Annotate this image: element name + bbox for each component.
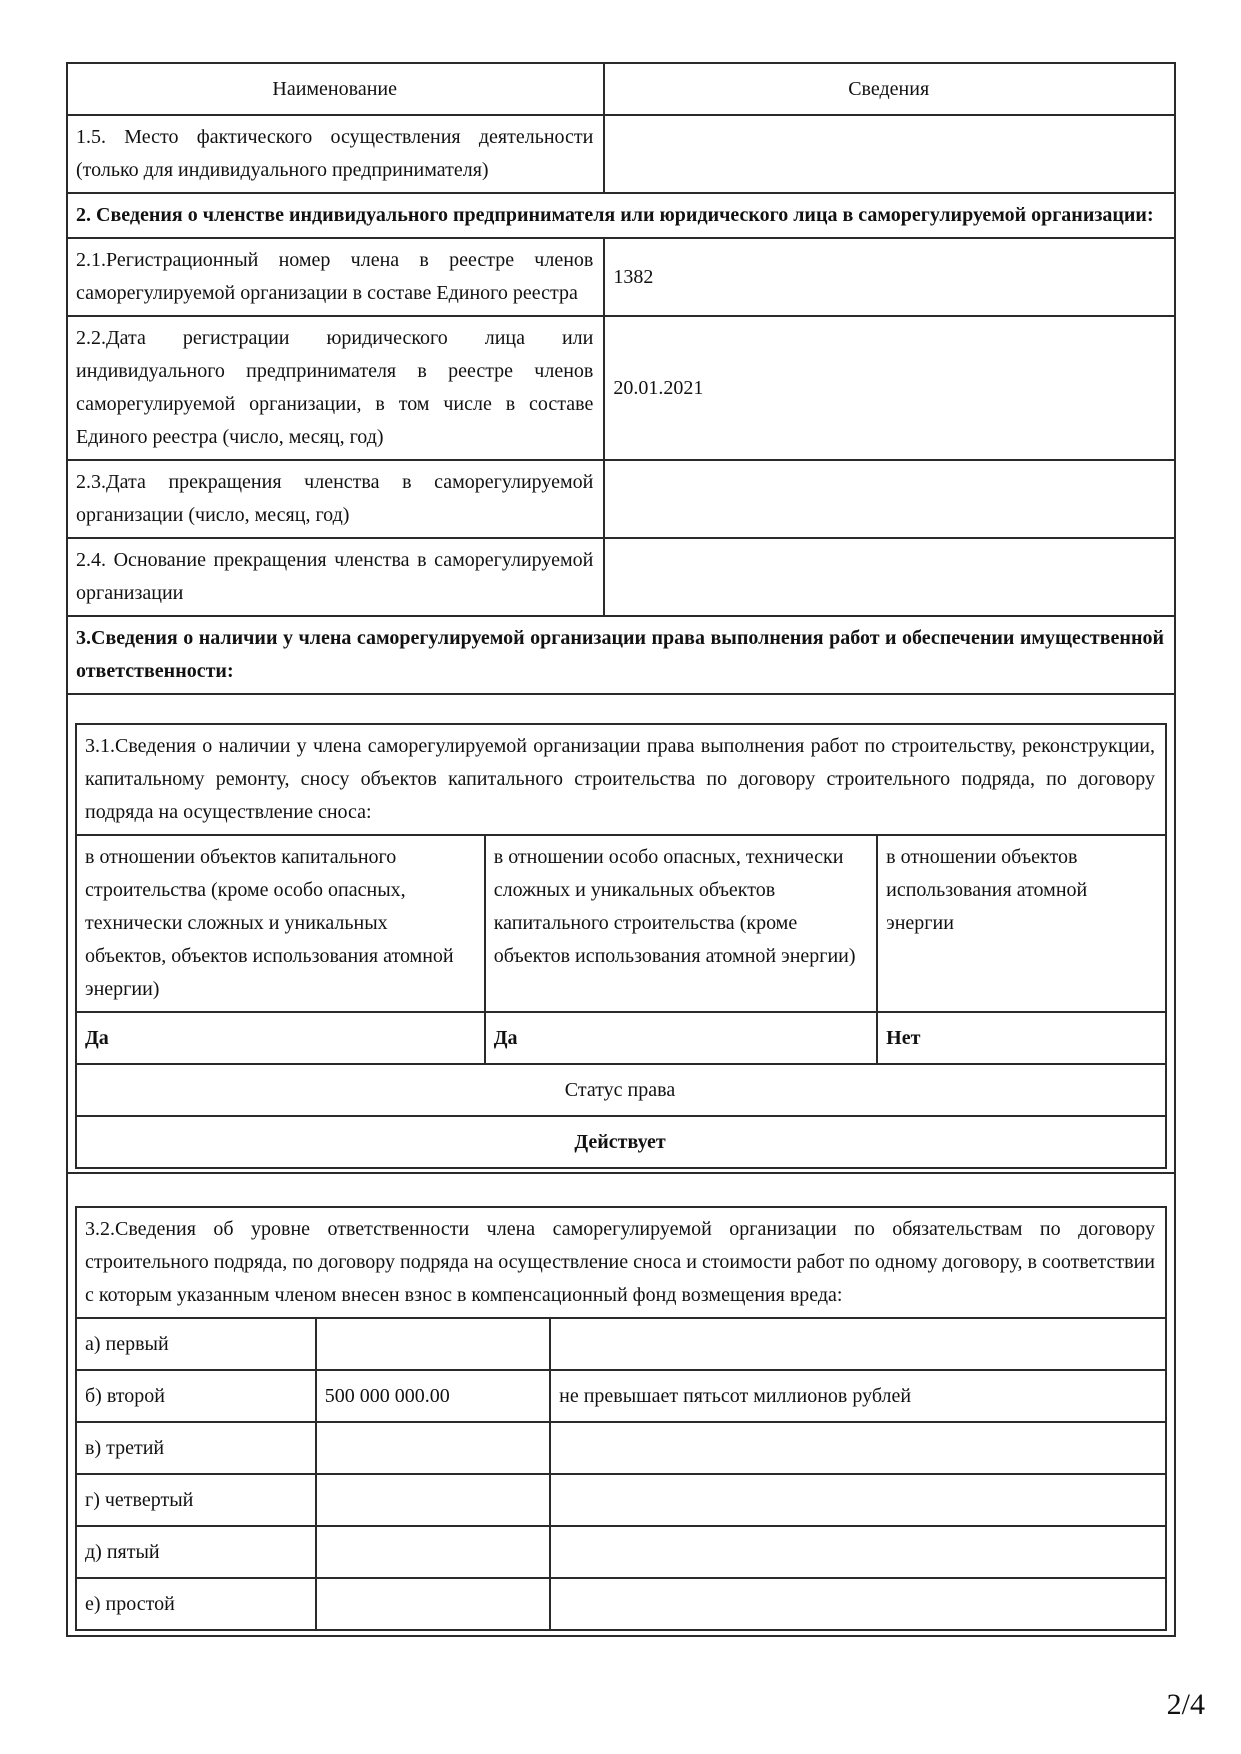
column-header-name: Наименование [67, 63, 604, 115]
block-3-1-intro: 3.1.Сведения о наличии у члена саморегулируемой организации права выполнения работ по строительству, реконструкции, капитальному ремонту, сносу объектов капитального строительства по договору строительного подряда, по договору подряда на осуществление сноса: [76, 724, 1166, 835]
status-value-row [76, 1116, 1166, 1168]
block-3-1-row [67, 694, 1175, 1173]
level-row-d [76, 1526, 1166, 1578]
level-b-label: б) второй [76, 1370, 316, 1422]
table-header-row [67, 63, 1175, 115]
block-3-2-cell [67, 1173, 1175, 1636]
level-d-amount [316, 1526, 550, 1578]
section-3-header-row [67, 616, 1175, 694]
row-2-4-value [604, 538, 1175, 616]
status-label: Статус права [76, 1064, 1166, 1116]
level-d-label: д) пятый [76, 1526, 316, 1578]
section-2-header-row [67, 193, 1175, 238]
work-rights-header-row [76, 835, 1166, 1012]
work-rights-col2-value: Да [485, 1012, 877, 1064]
block-3-1-cell [67, 694, 1175, 1173]
row-1-5-label: 1.5. Место фактического осуществления деятельности (только для индивидуального предпринимателя) [67, 115, 604, 193]
level-a-label: а) первый [76, 1318, 316, 1370]
column-header-info: Сведения [604, 63, 1175, 115]
block-3-1-intro-row [76, 724, 1166, 835]
row-2-1-value: 1382 [604, 238, 1175, 316]
work-rights-col2-header: в отношении особо опасных, технически сложных и уникальных объектов капитального строительства (кроме объектов использования атомной энергии) [485, 835, 877, 1012]
level-row-b [76, 1370, 1166, 1422]
section-2-title: 2. Сведения о членстве индивидуального предпринимателя или юридического лица в саморегулируемой организации: [67, 193, 1175, 238]
block-3-2-intro: 3.2.Сведения об уровне ответственности члена саморегулируемой организации по обязательствам по договору строительного подряда, по договору подряда на осуществление сноса и стоимости работ по одному договору, в соответствии с которым указанным членом внесен взнос в компенсационный фонд возмещения вреда: [76, 1207, 1166, 1318]
level-b-amount: 500 000 000.00 [316, 1370, 550, 1422]
level-e-label: е) простой [76, 1578, 316, 1630]
work-rights-col1-header: в отношении объектов капитального строительства (кроме особо опасных, технически сложных и уникальных объектов, объектов использования атомной энергии) [76, 835, 485, 1012]
sro-member-registry-table [66, 62, 1176, 1637]
row-2-2-label: 2.2.Дата регистрации юридического лица или индивидуального предпринимателя в реестре членов саморегулируемой организации, в том числе в составе Единого реестра (число, месяц, год) [67, 316, 604, 460]
row-2-3-value [604, 460, 1175, 538]
status-value: Действует [76, 1116, 1166, 1168]
level-b-description: не превышает пятьсот миллионов рублей [550, 1370, 1166, 1422]
table-row-2-3 [67, 460, 1175, 538]
table-row-2-4 [67, 538, 1175, 616]
work-rights-col1-value: Да [76, 1012, 485, 1064]
work-rights-col3-header: в отношении объектов использования атомной энергии [877, 835, 1166, 1012]
level-row-g [76, 1474, 1166, 1526]
work-rights-table [75, 723, 1167, 1169]
row-2-3-label: 2.3.Дата прекращения членства в саморегулируемой организации (число, месяц, год) [67, 460, 604, 538]
level-e-amount [316, 1578, 550, 1630]
level-v-label: в) третий [76, 1422, 316, 1474]
row-1-5-value [604, 115, 1175, 193]
status-label-row [76, 1064, 1166, 1116]
responsibility-levels-table [75, 1206, 1167, 1631]
level-g-amount [316, 1474, 550, 1526]
table-row-1-5 [67, 115, 1175, 193]
level-d-description [550, 1526, 1166, 1578]
table-row-2-2 [67, 316, 1175, 460]
level-row-v [76, 1422, 1166, 1474]
level-e-description [550, 1578, 1166, 1630]
row-2-1-label: 2.1.Регистрационный номер члена в реестре членов саморегулируемой организации в составе Единого реестра [67, 238, 604, 316]
page-number: 2/4 [1166, 1688, 1205, 1721]
work-rights-values-row [76, 1012, 1166, 1064]
level-a-amount [316, 1318, 550, 1370]
row-2-4-label: 2.4. Основание прекращения членства в саморегулируемой организации [67, 538, 604, 616]
section-3-title: 3.Сведения о наличии у члена саморегулируемой организации права выполнения работ и обеспечении имущественной ответственности: [67, 616, 1175, 694]
block-3-2-row [67, 1173, 1175, 1636]
level-row-a [76, 1318, 1166, 1370]
level-v-description [550, 1422, 1166, 1474]
level-v-amount [316, 1422, 550, 1474]
work-rights-col3-value: Нет [877, 1012, 1166, 1064]
table-row-2-1 [67, 238, 1175, 316]
level-a-description [550, 1318, 1166, 1370]
block-3-2-intro-row [76, 1207, 1166, 1318]
row-2-2-value: 20.01.2021 [604, 316, 1175, 460]
level-g-label: г) четвертый [76, 1474, 316, 1526]
level-g-description [550, 1474, 1166, 1526]
level-row-e [76, 1578, 1166, 1630]
